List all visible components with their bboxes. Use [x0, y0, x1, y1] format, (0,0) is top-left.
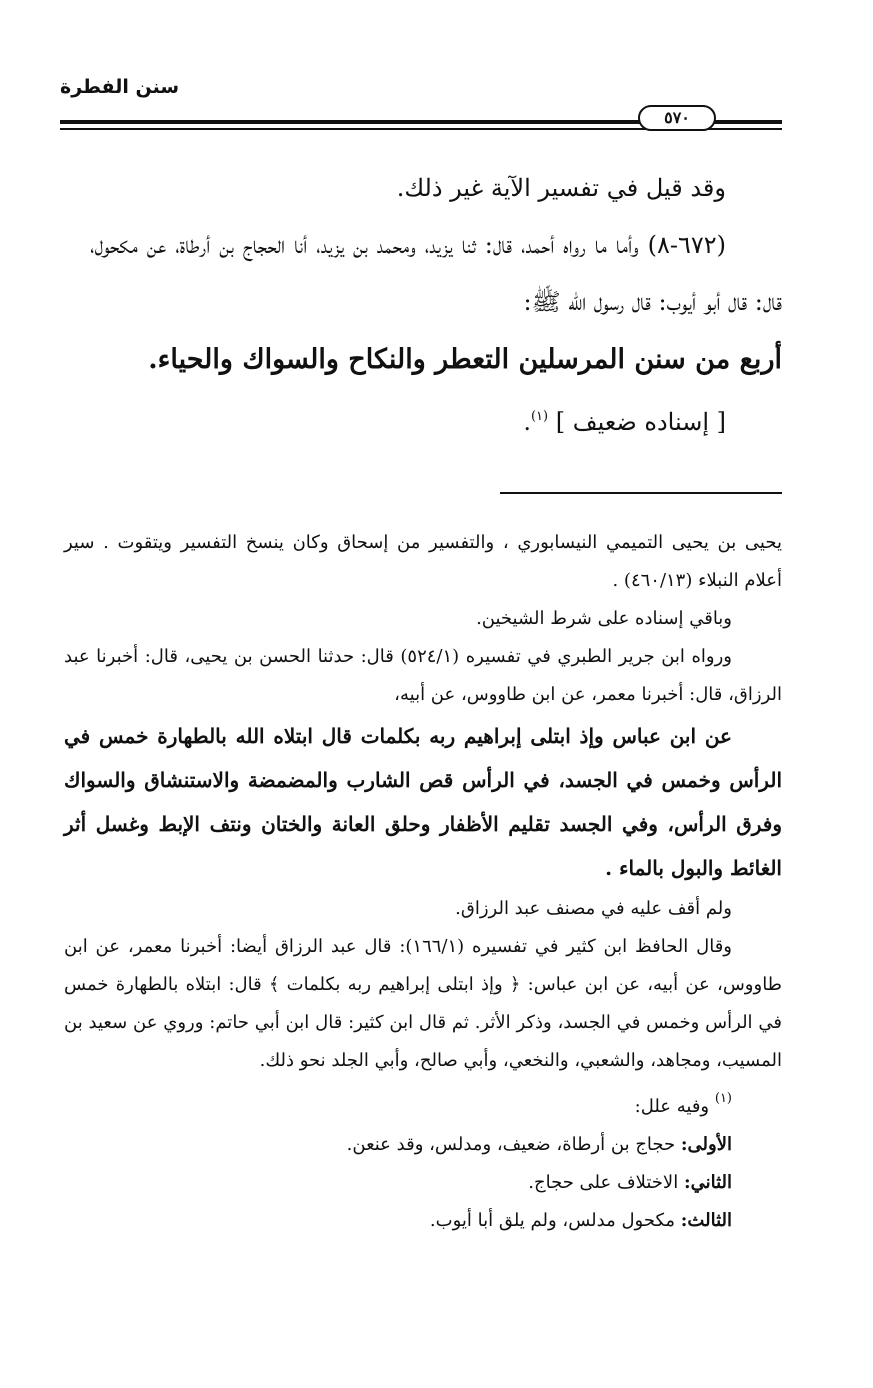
footnote-para-1: يحيى بن يحيى التميمي النيسابوري ، والتفسير من إسحاق وكان ينسخ التفسير ويتقوت . سير أعلام النبلاء (٤٦٠/١٣) .: [64, 532, 782, 591]
illa-1-label: الأولى:: [680, 1134, 732, 1155]
page-number: ٥٧٠: [638, 105, 716, 131]
footnote-para-3: ورواه ابن جرير الطبري في تفسيره (٥٢٤/١) قال: حدثنا الحسن بن يحيى، قال: أخبرنا عبد الرزاق، قال: أخبرنا معمر، عن ابن طاووس، عن أبيه،: [64, 646, 782, 705]
footnote-para-2: وباقي إسناده على شرط الشيخين.: [476, 608, 732, 629]
illa-2: [64, 1164, 782, 1202]
grade-text: [ إسناده ضعيف ]: [555, 408, 726, 436]
footnote-separator: [500, 492, 782, 494]
illa-2-text: الاختلاف على حجاج.: [528, 1172, 679, 1193]
book-title: سنن الفطرة: [60, 76, 180, 98]
illa-3-text: مكحول مدلس، ولم يلق أبا أيوب.: [429, 1210, 676, 1231]
footnote-para-6: وقال الحافظ ابن كثير في تفسيره (١٦٦/١): قال عبد الرزاق أيضا: أخبرنا معمر، عن ابن طاووس، عن أبيه، عن ابن عباس: ﴿ وإذ ابتلى إبراهيم ربه بكلمات ﴾ قال: ابتلاه بالطهارة خمس في الرأس وخمس في الجسد، وذكر الأثر. ثم قال ابن كثير: قال ابن أبي حاتم: وروي عن سعيد بن المسيب، ومجاهد، والشعبي، والنخعي، وأبي صالح، وأبي الجلد نحو ذلك.: [64, 936, 782, 1071]
hadith-isnad: (٦٧٢-٨) وأما ما رواه أحمد، قال: ثنا يزيد، ومحمد بن يزيد، أنا الحجاج بن أرطاة، عن مكحول، قال: قال أبو أيوب: قال رسول الله ﷺ:: [90, 231, 782, 316]
footnote-1-title: وفيه علل:: [634, 1096, 710, 1117]
illa-1: [64, 1126, 782, 1164]
illa-1-text: حجاج بن أرطاة، ضعيف، ومدلس، وقد عنعن.: [346, 1134, 676, 1155]
hadith-text: أربع من سنن المرسلين التعطر والنكاح والسواك والحياء.: [148, 344, 782, 375]
footnote-1-heading: [64, 1080, 782, 1126]
footnote-quote: عن ابن عباس وإذ ابتلى إبراهيم ربه بكلمات قال ابتلاه الله بالطهارة خمس في الرأس وخمس في الجسد، في الرأس قص الشارب والمضمضة والاستنشاق والسواك وفرق الرأس، وفي الجسد تقليم الأظفار وحلق العانة والختان ونتف الإبط وغسل أثر الغائط والبول بالماء .: [64, 724, 782, 880]
footnote-1-marker: (١): [714, 1091, 732, 1106]
footnote-para-5: ولم أقف عليه في مصنف عبد الرزاق.: [455, 898, 732, 919]
footnote-marker: (١): [530, 409, 549, 424]
illa-3-label: الثالث:: [680, 1210, 732, 1231]
grade-line: [ إسناده ضعيف ] $^{(١)}$.: [523, 408, 726, 436]
main-text: [90, 160, 782, 451]
footnotes: [64, 524, 782, 1240]
page-header: [60, 72, 782, 132]
main-line-1: وقد قيل في تفسير الآية غير ذلك.: [396, 174, 726, 202]
illa-3: [64, 1202, 782, 1240]
illa-2-label: الثاني:: [683, 1172, 732, 1193]
